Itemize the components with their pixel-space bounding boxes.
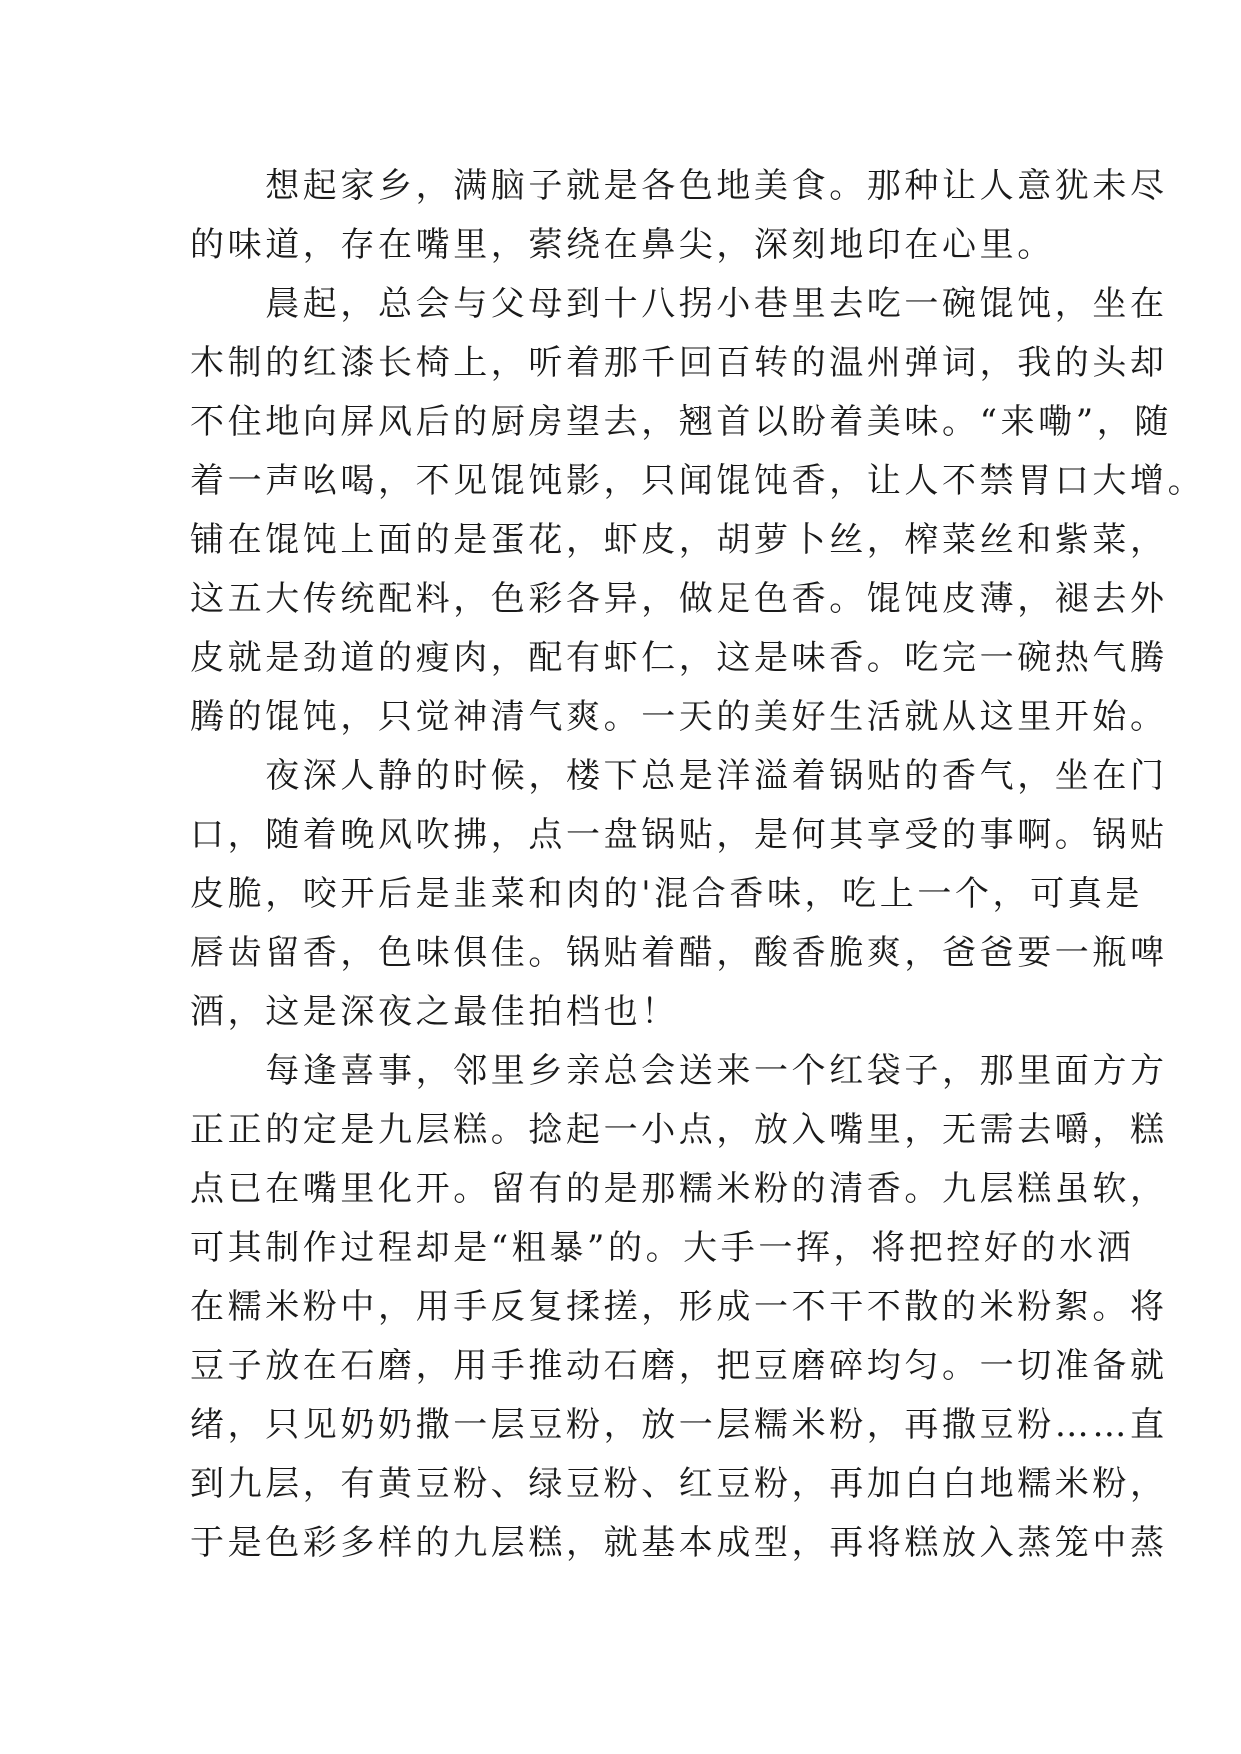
text-line: 每逢喜事，邻里乡亲总会送来一个红袋子，那里面方方 <box>190 1051 1168 1091</box>
text-line: 想起家乡，满脑子就是各色地美食。那种让人意犹未尽 <box>190 166 1168 206</box>
text-line: 这五大传统配料，色彩各异，做足色香。馄饨皮薄，褪去外 <box>190 579 1168 619</box>
text-line: 到九层，有黄豆粉、绿豆粉、红豆粉，再加白白地糯米粉， <box>190 1464 1168 1504</box>
text-line: 不住地向屏风后的厨房望去，翘首以盼着美味。“来嘞”，随 <box>190 402 1172 442</box>
text-line: 皮就是劲道的瘦肉，配有虾仁，这是味香。吃完一碗热气腾 <box>190 638 1168 678</box>
text-line: 绪，只见奶奶撒一层豆粉，放一层糯米粉，再撒豆粉……直 <box>190 1405 1168 1445</box>
body-text <box>190 157 1206 1573</box>
text-line: 在糯米粉中，用手反复揉搓，形成一不干不散的米粉絮。将 <box>190 1287 1168 1327</box>
text-line: 腾的馄饨，只觉神清气爽。一天的美好生活就从这里开始。 <box>190 697 1168 737</box>
text-line: 夜深人静的时候，楼下总是洋溢着锅贴的香气，坐在门 <box>190 756 1168 796</box>
text-line: 可其制作过程却是“粗暴”的。大手一挥，将把控好的水洒 <box>190 1228 1135 1268</box>
text-line: 唇齿留香，色味俱佳。锅贴着醋，酸香脆爽，爸爸要一瓶啤 <box>190 933 1168 973</box>
text-line: 着一声吆喝，不见馄饨影，只闻馄饨香，让人不禁胃口大增。 <box>190 461 1206 501</box>
text-line: 木制的红漆长椅上，听着那千回百转的温州弹词，我的头却 <box>190 343 1168 383</box>
text-line: 于是色彩多样的九层糕，就基本成型，再将糕放入蒸笼中蒸 <box>190 1523 1168 1563</box>
text-line: 铺在馄饨上面的是蛋花，虾皮，胡萝卜丝，榨菜丝和紫菜， <box>190 520 1168 560</box>
text-line: 点已在嘴里化开。留有的是那糯米粉的清香。九层糕虽软， <box>190 1169 1168 1209</box>
text-line: 晨起，总会与父母到十八拐小巷里去吃一碗馄饨，坐在 <box>190 284 1168 324</box>
text-line: 豆子放在石磨，用手推动石磨，把豆磨碎均匀。一切准备就 <box>190 1346 1168 1386</box>
text-line: 的味道，存在嘴里，萦绕在鼻尖，深刻地印在心里。 <box>190 225 1055 265</box>
text-line: 正正的定是九层糕。捻起一小点，放入嘴里，无需去嚼，糕 <box>190 1110 1168 1150</box>
text-line: 口，随着晚风吹拂，点一盘锅贴，是何其享受的事啊。锅贴 <box>190 815 1168 855</box>
text-line: 皮脆，咬开后是韭菜和肉的'混合香味，吃上一个，可真是 <box>190 874 1143 914</box>
text-line: 酒，这是深夜之最佳拍档也！ <box>190 992 679 1032</box>
